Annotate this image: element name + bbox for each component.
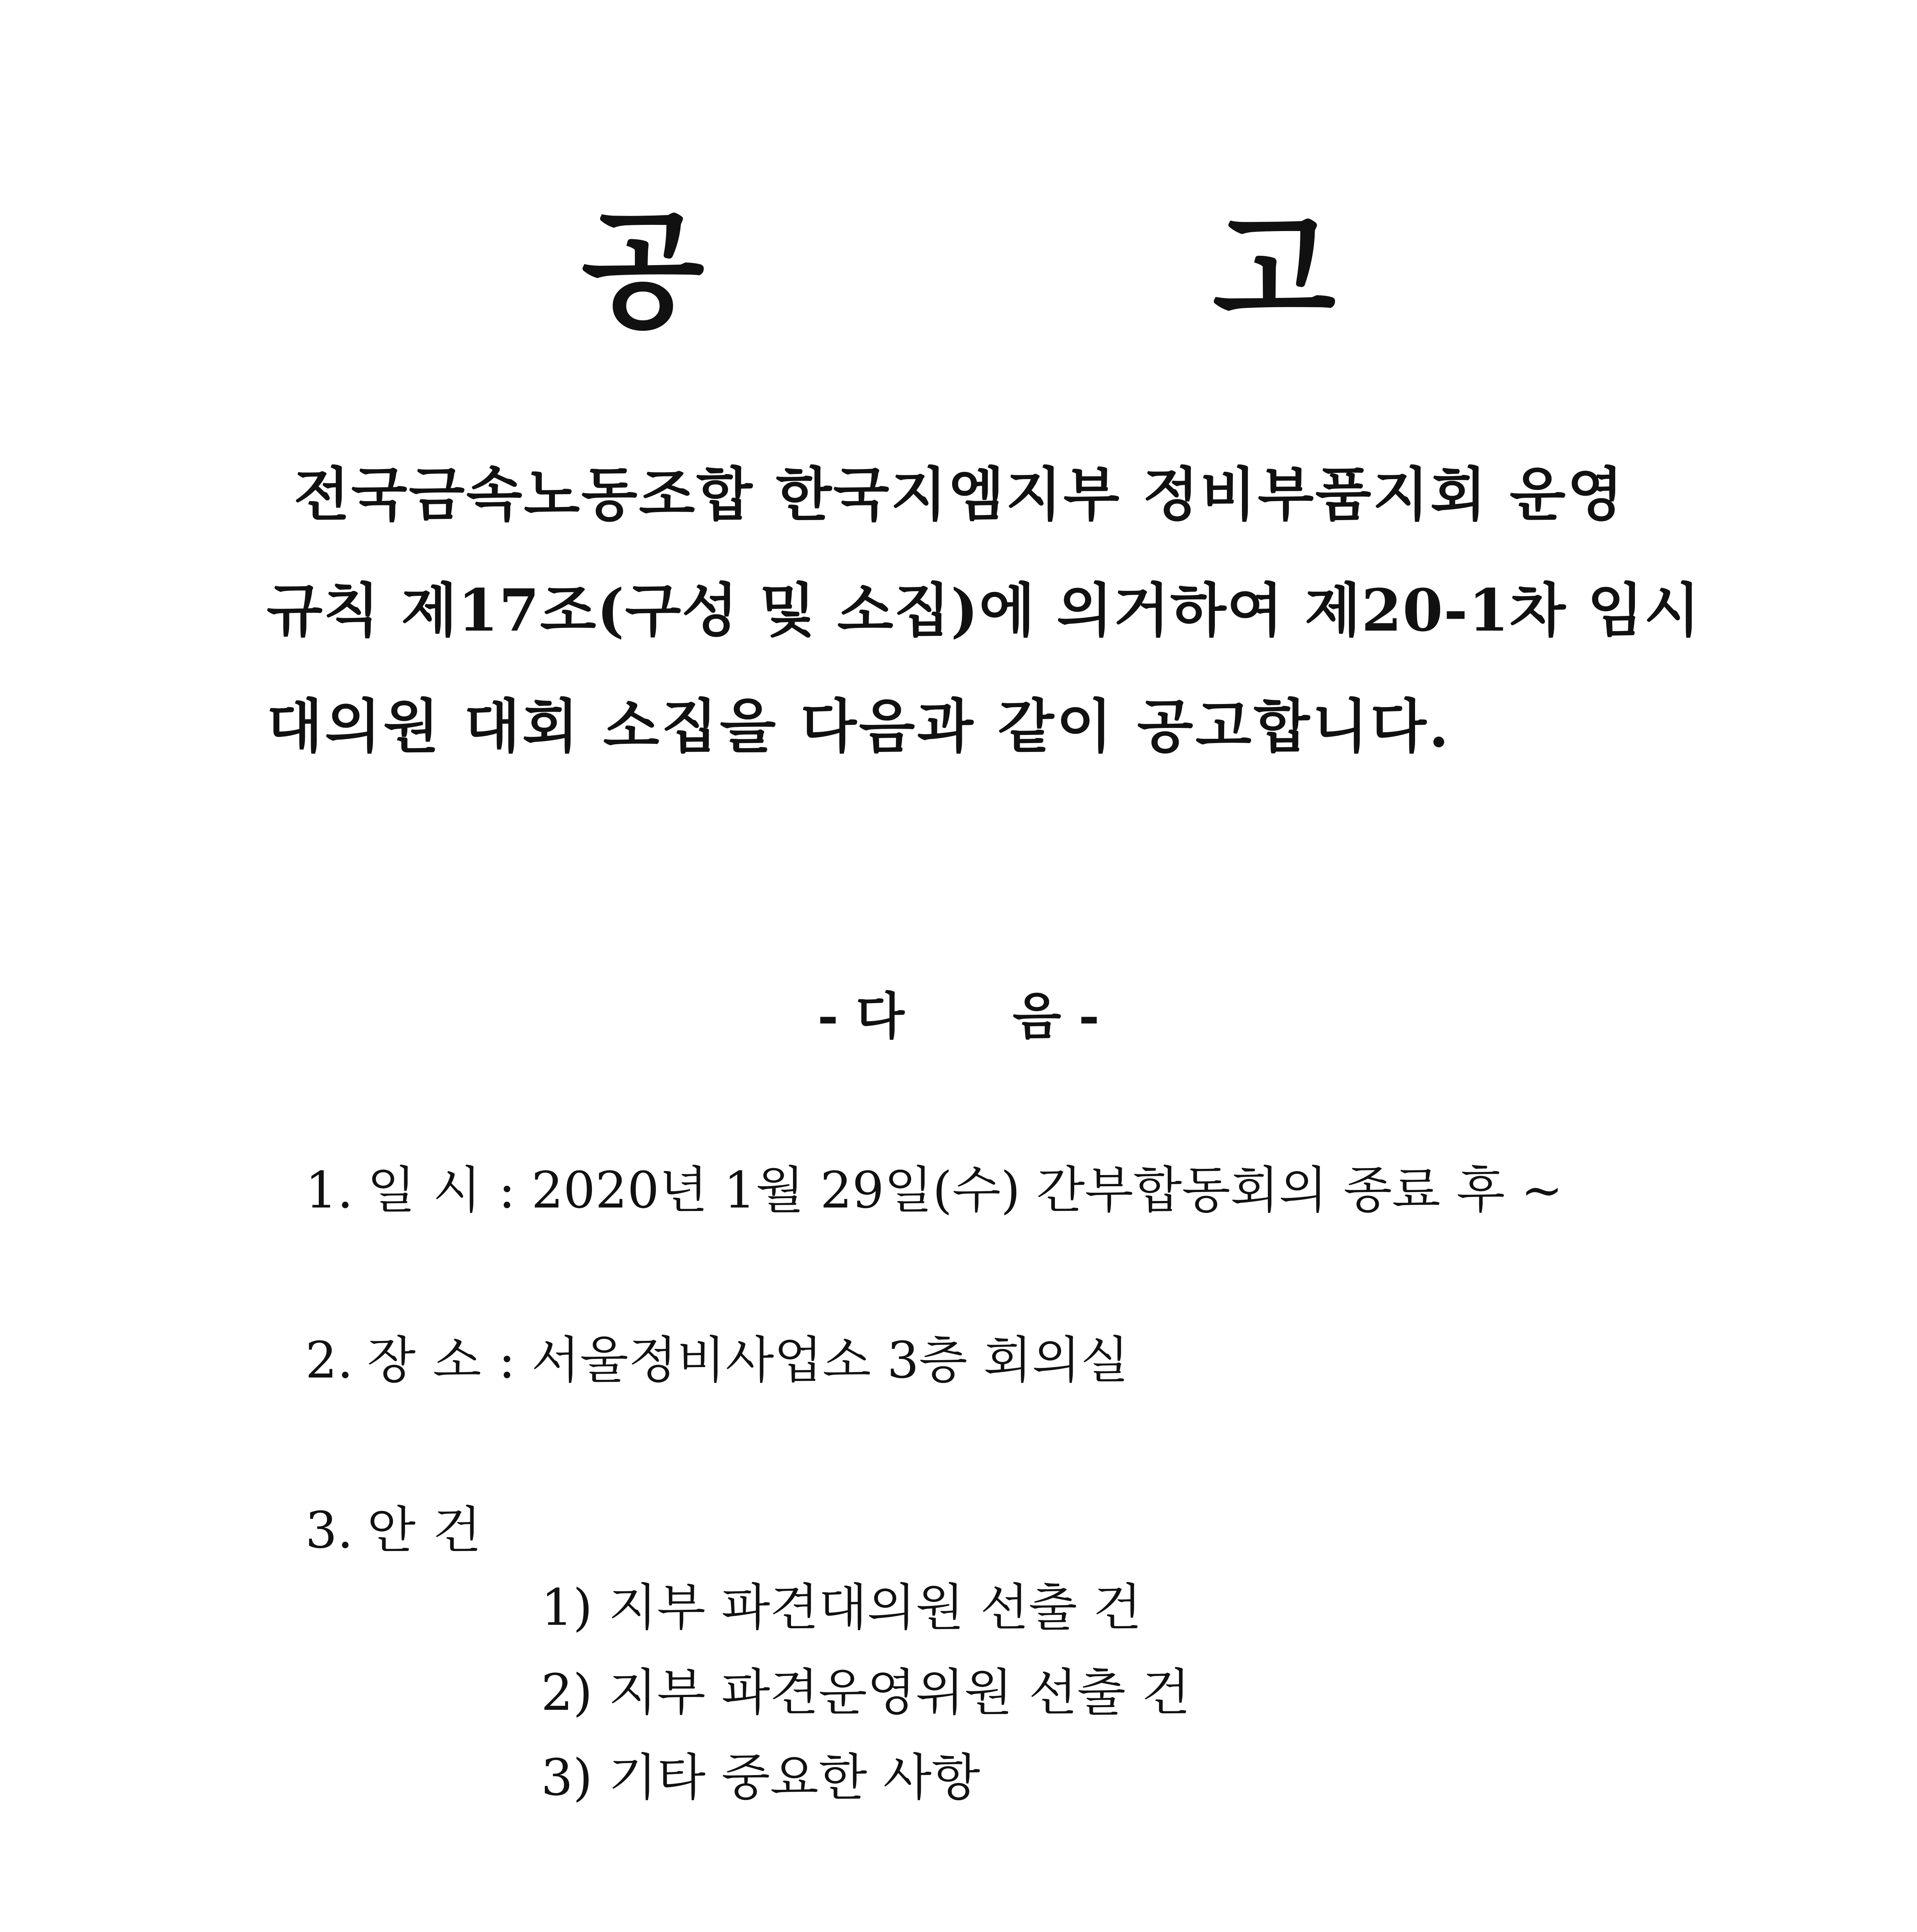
document-title: 공 고	[581, 196, 1568, 345]
item-label-char: 장	[367, 1331, 416, 1389]
item-value: 서울정비사업소 3층 회의실	[531, 1331, 1129, 1389]
section-heading-right: 음 -	[1012, 986, 1100, 1046]
item-number: 2.	[305, 1331, 354, 1389]
section-heading-left: - 다	[817, 986, 905, 1046]
item-datetime	[305, 1155, 1563, 1225]
item-number: 1.	[305, 1161, 354, 1219]
item-label-char: 일	[367, 1161, 416, 1219]
item-value: 2020년 1월 29일(수) 간부합동회의 종료 후 ~	[531, 1161, 1563, 1219]
item-place	[305, 1325, 1129, 1395]
item-label-char: 소	[433, 1331, 481, 1389]
item-label-char: 안	[367, 1501, 416, 1560]
agenda-item: 2) 지부 파견운영위원 선출 건	[541, 1663, 1191, 1722]
intro-line-3: 대의원 대회 소집을 다음과 같이 공고합니다.	[267, 692, 1451, 760]
intro-line-1: 전국금속노동조합 한국지엠지부 정비부품지회 운영	[294, 461, 1625, 529]
agenda-item: 3) 기타 중요한 사항	[541, 1748, 980, 1807]
agenda-item: 1) 지부 파견대의원 선출 건	[541, 1578, 1142, 1637]
item-number: 3.	[305, 1501, 354, 1560]
item-separator: :	[498, 1331, 515, 1389]
item-label-char: 건	[433, 1501, 481, 1560]
item-separator: :	[498, 1161, 515, 1219]
section-heading	[0, 981, 1917, 1051]
item-label-char: 시	[433, 1161, 481, 1219]
item-agenda	[305, 1495, 498, 1565]
intro-line-2: 규칙 제17조(구성 및 소집)에 의거하여 제20-1차 임시	[267, 577, 1701, 645]
